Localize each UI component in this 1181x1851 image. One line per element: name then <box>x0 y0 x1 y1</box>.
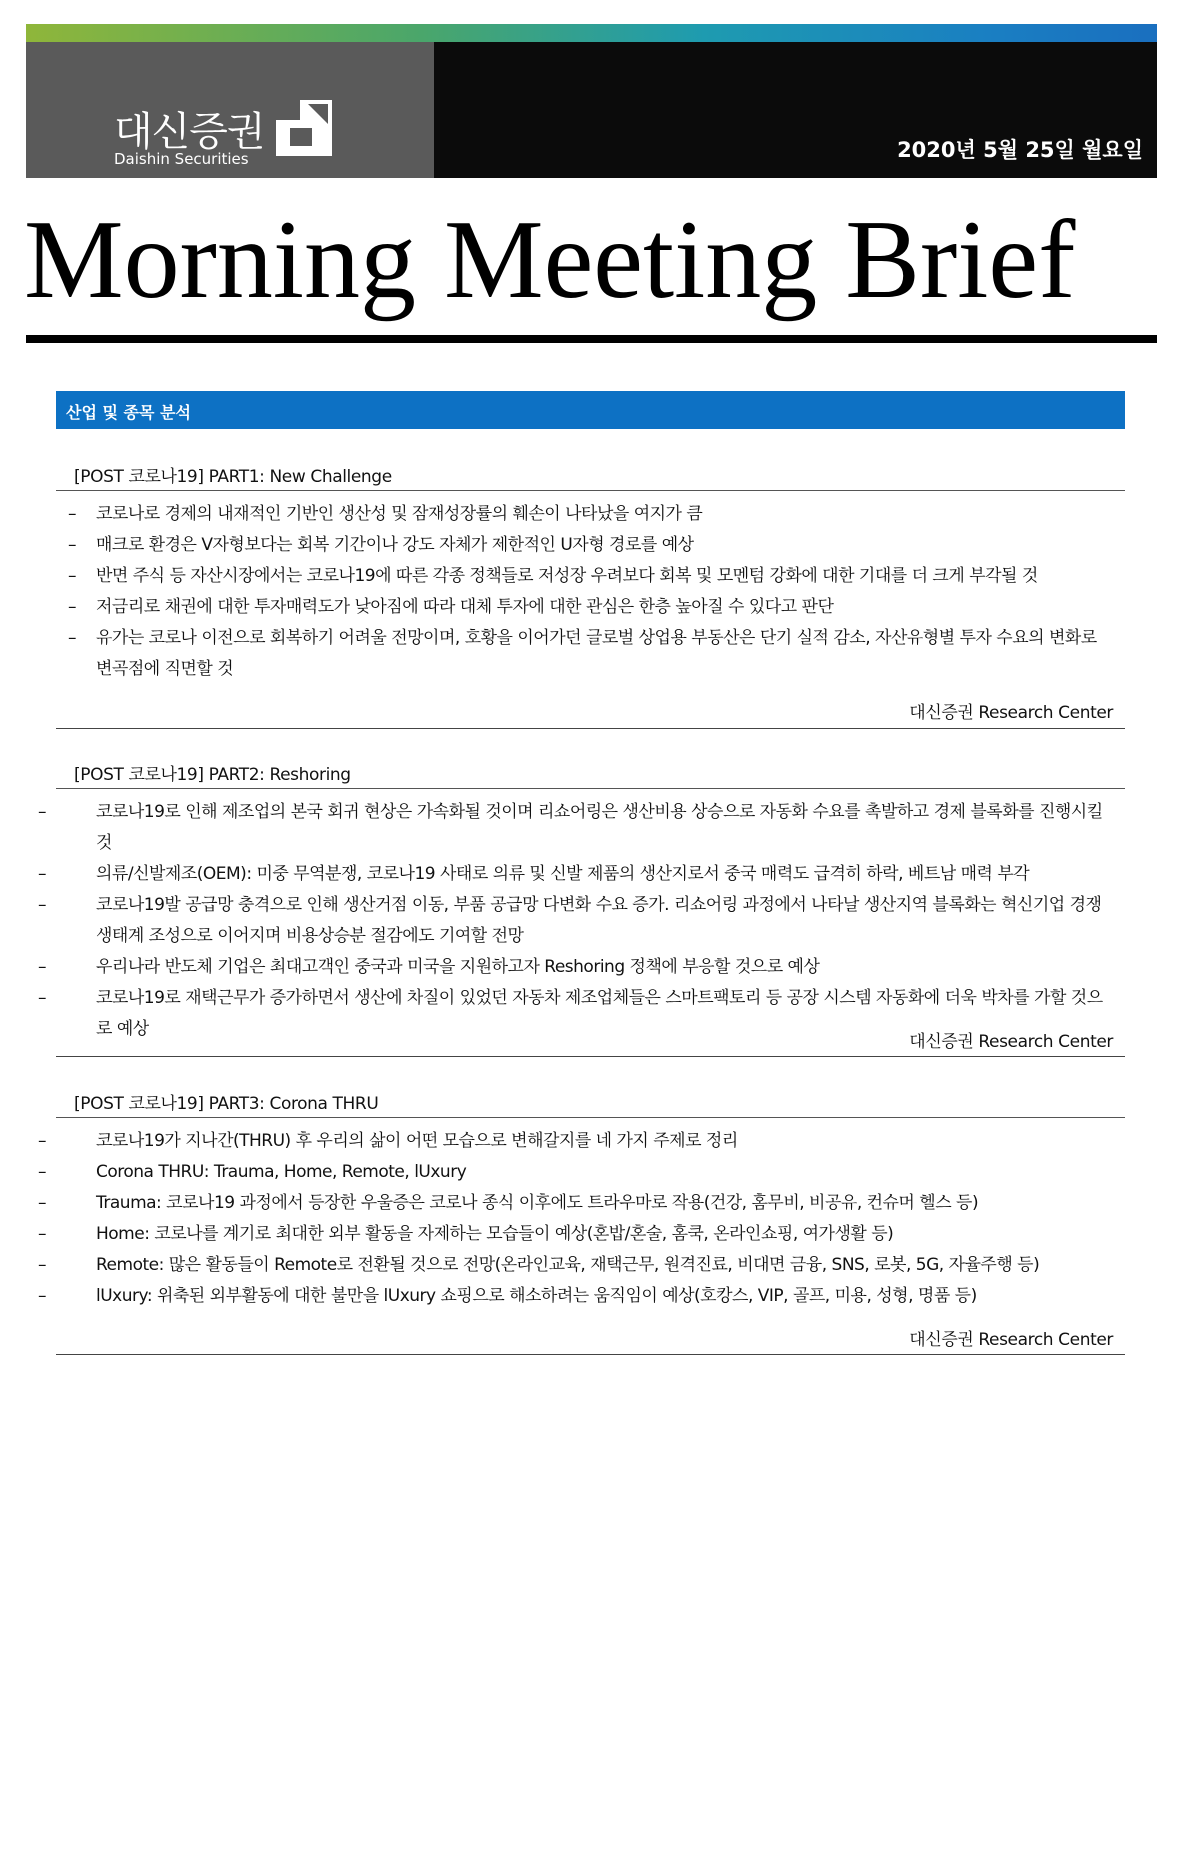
list-item: – 저금리로 채권에 대한 투자매력도가 낮아짐에 따라 대체 투자에 대한 관심은 한층 높아질 수 있다고 판단 <box>68 597 834 617</box>
list-item: – 의류/신발제조(OEM): 미중 무역분쟁, 코로나19 사태로 의류 및 신발 제품의 생산지로서 중국 매력도 급격히 하락, 베트남 매력 부각 <box>38 864 1030 884</box>
logo-english: Daishin Securities <box>114 150 249 168</box>
header-gradient-bar <box>26 24 1157 42</box>
section-label: 산업 및 종목 분석 <box>66 403 191 422</box>
list-item: – 코로나19발 공급망 충격으로 인해 생산거점 이동, 부품 공급망 다변화 수요 증가. 리쇼어링 과정에서 나타날 생산지역 블록화는 혁신기업 경쟁생태계 조성으로 이어지며 비용상승분 절감에도 기여할 전망 <box>38 895 1102 946</box>
part-1 <box>56 462 1125 732</box>
part-title: [POST 코로나19] PART2: Reshoring <box>74 765 351 785</box>
list-item: – 우리나라 반도체 기업은 최대고객인 중국과 미국을 지원하고자 Reshoring 정책에 부응할 것으로 예상 <box>38 957 820 977</box>
list-item: – Corona THRU: Trauma, Home, Remote, lUxury <box>38 1162 467 1182</box>
list-item: – 코로나19가 지나간(THRU) 후 우리의 삶이 어떤 모습으로 변해갈지를 네 가지 주제로 정리 <box>38 1131 738 1151</box>
source-credit: 대신증권 Research Center <box>909 1032 1113 1052</box>
list-item: – 반면 주식 등 자산시장에서는 코로나19에 따른 각종 정책들로 저성장 우려보다 회복 및 모멘텀 강화에 대한 기대를 더 크게 부각될 것 <box>68 566 1038 586</box>
part-2 <box>38 760 1125 1060</box>
list-item: – 유가는 코로나 이전으로 회복하기 어려울 전망이며, 호황을 이어가던 글로벌 상업용 부동산은 단기 실적 감소, 자산유형별 투자 수요의 변화로 변곡점에 직면할 것 <box>68 628 1097 679</box>
list-item: – Remote: 많은 활동들이 Remote로 전환될 것으로 전망(온라인교육, 재택근무, 원격진료, 비대면 금융, SNS, 로봇, 5G, 자율주행 등) <box>38 1255 1040 1275</box>
section-header <box>56 391 1125 429</box>
logo-korean: 대신증권 <box>114 109 265 155</box>
logo-panel <box>26 42 434 178</box>
source-credit: 대신증권 Research Center <box>909 703 1113 723</box>
part-3 <box>38 1089 1125 1350</box>
title-divider <box>26 335 1157 343</box>
part-title: [POST 코로나19] PART1: New Challenge <box>74 467 392 487</box>
page-title: Morning Meeting Brief <box>24 198 1076 322</box>
part-title-divider <box>56 490 1125 491</box>
report-header <box>26 24 1157 178</box>
part-title-divider <box>56 788 1125 789</box>
bullet-list <box>56 499 1125 685</box>
source-credit: 대신증권 Research Center <box>909 1330 1113 1350</box>
bullet-list <box>38 1126 1125 1312</box>
list-item: – 코로나19로 재택근무가 증가하면서 생산에 차질이 있었던 자동차 제조업체들은 스마트팩토리 등 공장 시스템 자동화에 더욱 박차를 가할 것으로 예상 <box>38 988 1103 1039</box>
part-title-divider <box>56 1117 1125 1118</box>
part-bottom-divider <box>56 1354 1125 1355</box>
part-bottom-divider <box>56 728 1125 729</box>
daishin-logo-icon <box>274 98 334 158</box>
date-panel <box>434 42 1157 178</box>
part-bottom-divider <box>56 1056 1125 1057</box>
list-item: – Home: 코로나를 계기로 최대한 외부 활동을 자제하는 모습들이 예상(혼밥/혼술, 홈쿡, 온라인쇼핑, 여가생활 등) <box>38 1224 894 1244</box>
report-date: 2020년 5월 25일 월요일 <box>897 138 1143 162</box>
list-item: – 코로나로 경제의 내재적인 기반인 생산성 및 잠재성장률의 훼손이 나타났을 여지가 큼 <box>68 504 703 524</box>
bullet-list <box>38 797 1125 1045</box>
list-item: – 코로나19로 인해 제조업의 본국 회귀 현상은 가속화될 것이며 리쇼어링은 생산비용 상승으로 자동화 수요를 촉발하고 경제 블록화를 진행시킬 것 <box>38 802 1103 853</box>
list-item: – lUxury: 위축된 외부활동에 대한 불만을 lUxury 쇼핑으로 해소하려는 움직임이 예상(호캉스, VIP, 골프, 미용, 성형, 명품 등) <box>38 1286 977 1306</box>
part-title: [POST 코로나19] PART3: Corona THRU <box>74 1094 379 1114</box>
list-item: – 매크로 환경은 V자형보다는 회복 기간이나 강도 자체가 제한적인 U자형 경로를 예상 <box>68 535 694 555</box>
list-item: – Trauma: 코로나19 과정에서 등장한 우울증은 코로나 종식 이후에도 트라우마로 작용(건강, 홈무비, 비공유, 컨슈머 헬스 등) <box>38 1193 979 1213</box>
